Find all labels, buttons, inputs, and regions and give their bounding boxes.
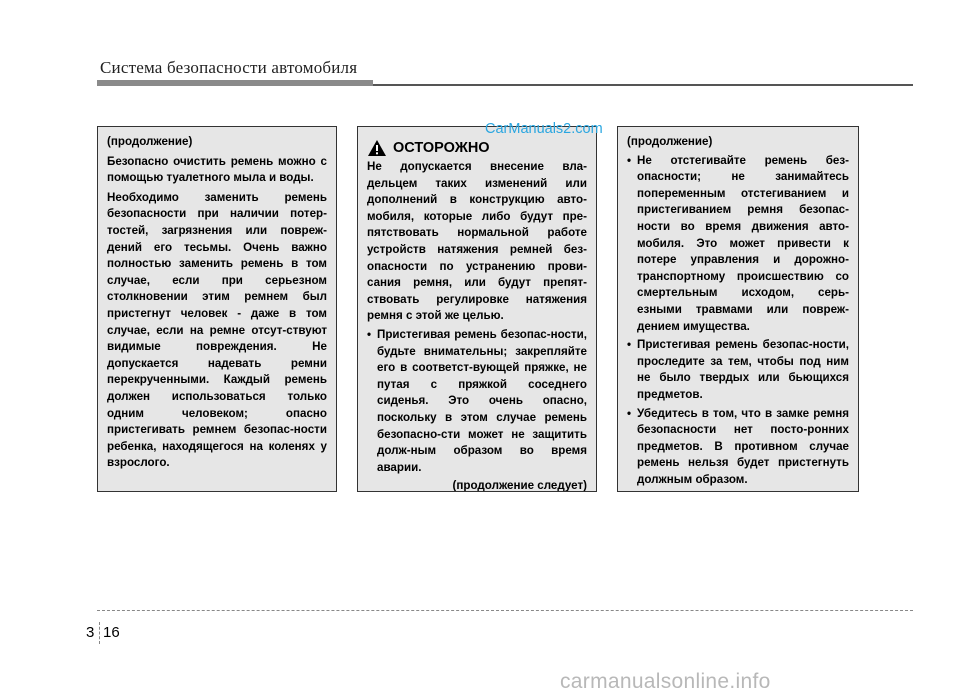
continued-next-label: (продолжение следует) — [452, 479, 587, 492]
page-header-title: Система безопасности автомобиля — [100, 58, 358, 77]
continued-label: (продолжение) — [627, 135, 713, 148]
header-rule-thin — [373, 84, 913, 86]
list-item-text: Убедитесь в том, что в замке ремня безопасности нет посто-ронних предметов. В противном случае ремень нельзя будет пристегнуть должным образом. — [637, 406, 849, 486]
continued-label: (продолжение) — [107, 135, 193, 148]
footer-divider — [97, 610, 913, 611]
page-number: 16 — [103, 624, 120, 641]
list-item — [627, 153, 849, 336]
list-item — [367, 327, 587, 476]
warning-triangle-icon — [367, 139, 387, 157]
paragraph: Необходимо заменить ремень безопасности при наличии потер-тостей, загрязнения или повреж-дений его тесьмы. Очень важно полностью заменить ремень в том случае, если при серьезном столкновении этим ремнем был пристегнут человек - даже в том случае, если на ремне отсут-ствуют видимые повреждения. Не допускается надевать ремни перекрученными. Каждый ремень должен использоваться только одним человеком; опасно пристегивать ремнем безопас-ности ребенка, находящегося на коленях у взрослого. — [107, 190, 327, 470]
warning-title: ОСТОРОЖНО — [393, 139, 490, 156]
paragraph: Безопасно очистить ремень можно с помощью туалетного мыла и воды. — [107, 154, 327, 185]
header-rule-thick — [97, 80, 373, 86]
bullet-marker: • — [627, 338, 632, 352]
info-box-right — [617, 126, 859, 492]
paragraph: Не допускается внесение вла-дельцем таких изменений или дополнений в конструкцию авто-мобиля, которые либо будут пре-пятствовать нормальной работе устройств натяжения ремней без-опасности по устранению прови-сания ремня, или будут препят-ствовать регулировке натяжения ремня с этой же целью. — [367, 160, 587, 323]
list-item-text: Пристегивая ремень безопас-ности, проследите за тем, чтобы под ним не было твердых или бьющихся предметов. — [637, 338, 849, 401]
bullet-marker: • — [627, 153, 632, 167]
list-item — [627, 406, 849, 489]
list-item — [627, 337, 849, 403]
list-item-text: Не отстегивайте ремень без-опасности; не занимайтесь попеременным отстегиванием и пристегиванием ремня безопас-ности во время движения авто-мобиля. Это может привести к потере управления и дорожно-транспортному происшествию со смертельным исходом, серь-езными травмами или повреж-дением имущества. — [637, 153, 849, 333]
warning-header — [367, 139, 587, 157]
section-number: 3 — [86, 624, 95, 641]
bullet-list — [367, 327, 587, 476]
bullet-marker: • — [627, 406, 632, 420]
list-item-text: Пристегивая ремень безопас-ности, будьте внимательны; закрепляйте его в соответст-вующей пряжке, не путая с пряжкой соседнего сиденья. Это очень опасно, поскольку в этом случае ремень безопасно-сти может не защитить долж-ным образом во время аварии. — [377, 327, 587, 474]
footer-watermark: carmanualsonline.info — [560, 670, 771, 693]
watermark-link[interactable]: CarManuals2.com — [485, 121, 603, 137]
warning-box — [357, 126, 597, 492]
bullet-list — [627, 153, 849, 489]
info-box-left — [97, 126, 337, 492]
bullet-marker: • — [367, 327, 372, 341]
page-number-separator — [99, 622, 100, 644]
